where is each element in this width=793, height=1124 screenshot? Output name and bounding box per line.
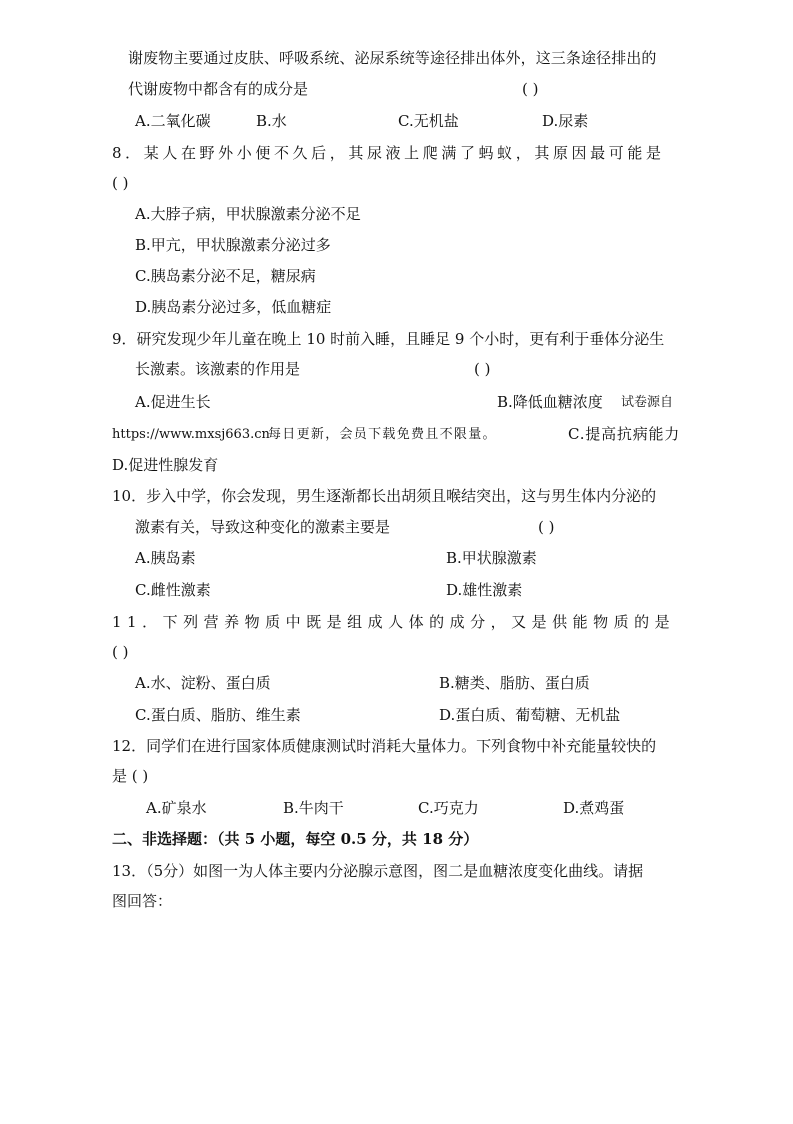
q8-option-b: B.甲亢，甲状腺激素分泌过多	[135, 236, 331, 254]
q9-option-b: B.降低血糖浓度	[497, 393, 603, 411]
q9-answer-paren: ( )	[474, 360, 491, 378]
q8-answer-paren: ( )	[112, 174, 129, 192]
q7-option-d: D.尿素	[542, 112, 589, 130]
q10-line1: 10．步入中学，你会发现，男生逐渐都长出胡须且喉结突出，这与男生体内分泌的	[112, 487, 657, 505]
q11-option-c: C.蛋白质、脂肪、维生素	[135, 706, 301, 724]
q9-option-d: D.促进性腺发育	[112, 456, 219, 474]
q10-option-c: C.雌性激素	[135, 581, 211, 599]
q10-option-b: B.甲状腺激素	[446, 549, 537, 567]
q11-option-a: A.水、淀粉、蛋白质	[135, 674, 271, 692]
q13-line1: 13．（5分）如图一为人体主要内分泌腺示意图，图二是血糖浓度变化曲线。请据	[112, 862, 644, 880]
q13-line2: 图回答：	[112, 892, 173, 910]
q12-line2: 是 ( )	[112, 767, 149, 785]
q10-line2: 激素有关，导致这种变化的激素主要是	[135, 518, 391, 536]
q10-option-d: D.雄性激素	[446, 581, 523, 599]
q7-line2: 代谢废物中都含有的成分是	[128, 80, 309, 98]
q9-option-c: C.提高抗病能力	[568, 425, 681, 443]
q9-line1: 9．研究发现少年儿童在晚上 10 时前入睡，且睡足 9 个小时，更有利于垂体分泌生	[112, 330, 665, 348]
q8-option-d: D.胰岛素分泌过多，低血糖症	[135, 298, 332, 316]
q11-answer-paren: ( )	[112, 643, 129, 661]
q7-line1: 谢废物主要通过皮肤、呼吸系统、泌尿系统等途径排出体外，这三条途径排出的	[128, 49, 657, 67]
q8-option-c: C.胰岛素分泌不足，糖尿病	[135, 267, 316, 285]
q10-answer-paren: ( )	[538, 518, 555, 536]
q12-option-d: D.煮鸡蛋	[563, 799, 625, 817]
q8-stem: 8．某人在野外小便不久后，其尿液上爬满了蚂蚁，其原因最可能是	[112, 144, 665, 162]
q12-option-b: B.牛肉干	[283, 799, 344, 817]
watermark-url: https://www.mxsj663.cn	[112, 427, 270, 442]
q12-stem: 12．同学们在进行国家体质健康测试时消耗大量体力。下列食物中补充能量较快的	[112, 737, 657, 755]
q9-line2: 长激素。该激素的作用是	[135, 360, 301, 378]
q11-stem: 11．下列营养物质中既是组成人体的成分，又是供能物质的是	[112, 613, 676, 631]
q8-option-a: A.大脖子病，甲状腺激素分泌不足	[135, 205, 361, 223]
watermark-text-2: 每日更新，会员下载免费且不限量。	[268, 427, 497, 442]
q7-answer-paren: ( )	[522, 80, 539, 98]
q12-option-a: A.矿泉水	[146, 799, 207, 817]
q12-option-c: C.巧克力	[418, 799, 479, 817]
q7-option-b: B.水	[256, 112, 287, 130]
section-heading: 二、非选择题：（共 5 小题，每空 0.5 分，共 18 分）	[112, 830, 479, 848]
q11-option-d: D.蛋白质、葡萄糖、无机盐	[439, 706, 621, 724]
q10-option-a: A.胰岛素	[135, 549, 196, 567]
watermark-text-1: 试卷源自	[621, 395, 674, 410]
q11-option-b: B.糖类、脂肪、蛋白质	[439, 674, 590, 692]
q7-option-c: C.无机盐	[398, 112, 459, 130]
q9-option-a: A.促进生长	[135, 393, 211, 411]
q7-option-a: A.二氧化碳	[135, 112, 211, 130]
